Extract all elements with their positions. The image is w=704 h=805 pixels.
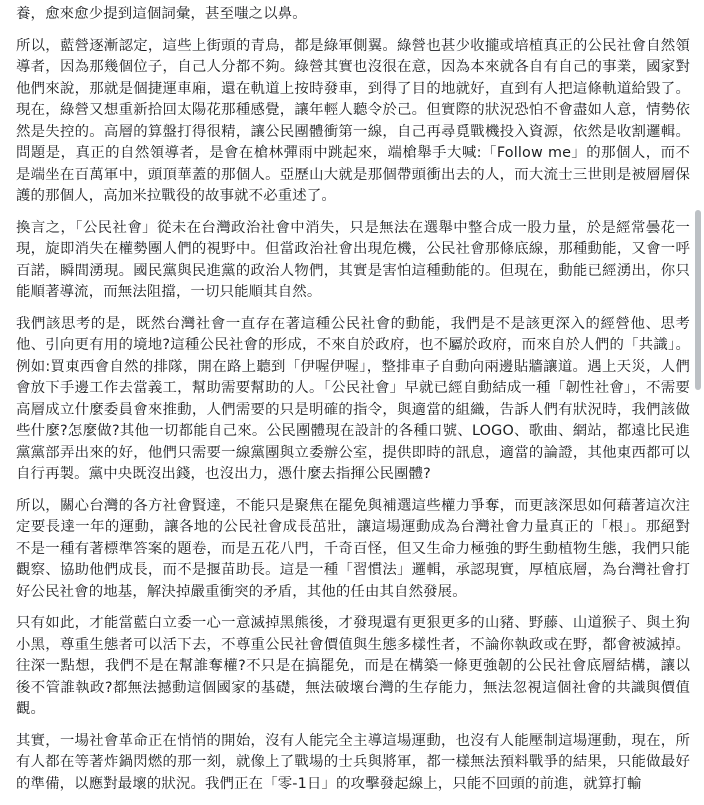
post-paragraph: 所以，藍營逐漸認定，這些上街頭的青鳥，都是綠軍側翼。綠營也甚少收攏或培植真正的公民社會自然領導者，因為那幾個位子，自己人分都不夠。綠營其實也沒很在意，因為本來就各自有自己的事業，國家對他們來說，那就是個捷運車廂，還在軌道上按時發車，到得了目的地就好，直到有人把這條軌道給毀了。現在，綠營又想重新拾回太陽花那種感覺，讓年輕人聽令於己。但實際的狀況恐怕不會盡如人意，情勢依然是失控的。高層的算盤打得很精，讓公民團體衝第一線，自己再尋覓戰機投入資源，依然是收割邏輯。問題是，真正的自然領導者，是會在槍林彈雨中跳起來，端槍舉手大喊:「Follow me」的那個人，而不是端坐在百萬軍中，頭頂華蓋的那個人。亞歷山大就是那個帶頭衝出去的人，而大流士三世則是被層層保護的那個人，高加米拉戰役的故事就不必重述了。: [16, 37, 690, 204]
post-paragraph: 其實，一場社會革命正在悄悄的開始，沒有人能完全主導這場運動，也沒有人能壓制這場運動，現在，所有人都在等著炸鍋閃燃的那一刻，就像上了戰場的士兵與將軍，都一樣無法預料戰爭的結果，只能做最好的準備，以應對最壞的狀況。我們正在「零-1日」的攻擊發起線上，只能不回頭的前進，就算打輸: [16, 732, 690, 792]
post-body: [16, 4, 690, 805]
post-paragraph: 養，愈來愈少提到這個詞彙，甚至嗤之以鼻。: [16, 6, 307, 22]
post-paragraph: 只有如此，才能當藍白立委一心一意滅掉黑熊後，才發現還有更狠更多的山豬、野藤、山道猴子、與土狗小黑，尊重生態者可以活下去，不尊重公民社會價值與生態多樣性者，不論你執政或在野，都會被滅掉。往深一點想，我們不是在幫誰奪權?不只是在搞罷免，而是在構築一條更強韌的公民社會底層結構，讓以後不管誰執政?都無法撼動這個國家的基礎，無法破壞台灣的生存能力，無法忽視這個社會的共識與價值觀。: [16, 615, 690, 717]
scrollbar-thumb[interactable]: [695, 210, 701, 390]
post-paragraph: 所以，關心台灣的各方社會賢達，不能只是聚焦在罷免與補選這些權力爭奪，而更該深思如何藉著這次注定要長達一年的運動，讓各地的公民社會成長茁壯，讓這場運動成為台灣社會力量真正的「根」。那絕對不是一種有著標準答案的題卷，而是五花八門，千奇百怪，但又生命力極強的野生動植物生態，我們只能觀察、協助他們成長，而不是揠苗助長。這是一種「習慣法」邏輯，承認現實，厚植底層，為台灣社會打好公民社會的地基，解決掉嚴重衝突的矛盾，其他的任由其自然發展。: [16, 497, 690, 600]
post-paragraph: 我們該思考的是，既然台灣社會一直存在著這種公民社會的動能，我們是不是該更深入的經營他、思考他、引向更有用的境地?這種公民社會的形成，不來自於政府，也不屬於政府，而來自於人們的「共識」。例如:買東西會自然的排隊，開在路上聽到「伊喔伊喔」，整排車子自動向兩邊貼牆讓道。遇上天災，人們會放下手邊工作去當義工，幫助需要幫助的人。「公民社會」早就已經自動結成一種「韌性社會」，不需要高層成立什麼委員會來推動，人們需要的只是明確的指令，與適當的組織，告訴人們有狀況時，我們該做些什麼?怎麼做?其他一切都能自己來。公民團體現在設計的各種口號、LOGO、歌曲、網站，都遠比民進黨黨部弄出來的好，他們只需要一線黨團與立委辦公室，提供即時的訊息，適當的論證，其他東西都可以自行再製。黨中央既沒出錢，也沒出力，憑什麼去指揮公民團體?: [16, 315, 690, 482]
vertical-scrollbar[interactable]: [692, 0, 704, 725]
post-paragraph: 換言之，「公民社會」從未在台灣政治社會中消失，只是無法在選舉中整合成一股力量，於是經常曇花一現，旋即消失在權勢團人們的視野中。但當政治社會出現危機，公民社會那條底線，那種動能，又會一呼百諾，瞬間湧現。國民黨與民進黨的政治人物們，其實是害怕這種動能的。但現在，動能已經湧出，你只能順著導流，而無法阻擋，一切只能順其自然。: [16, 219, 690, 300]
